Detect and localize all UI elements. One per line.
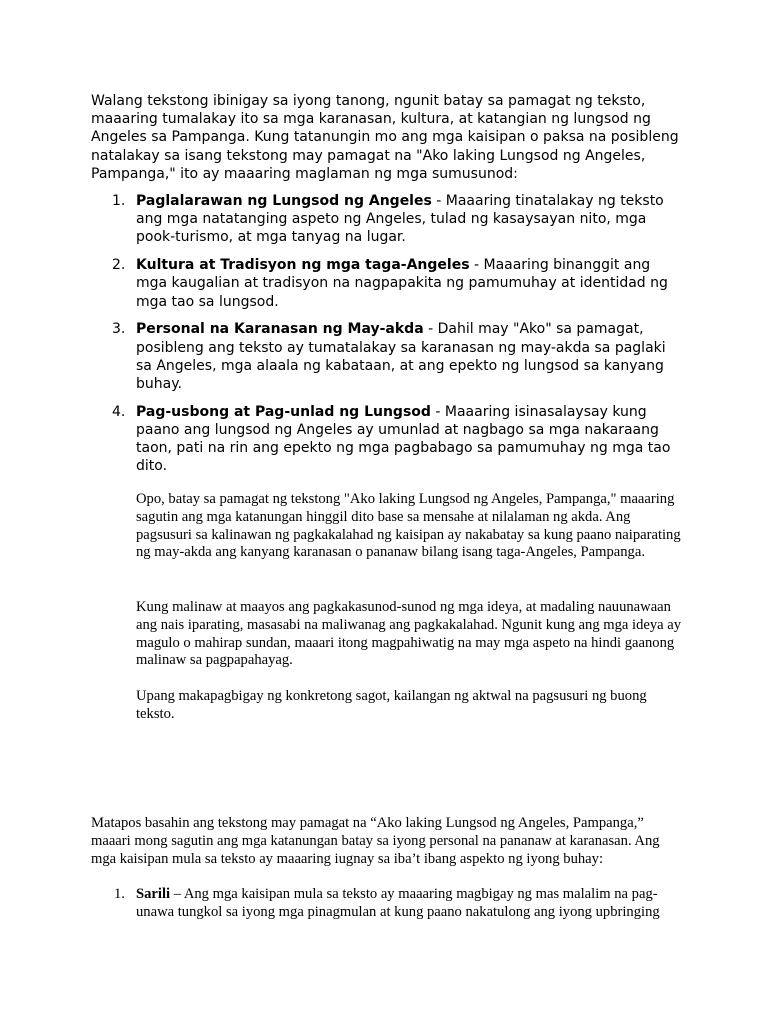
list-item-title: Pag-usbong at Pag-unlad ng Lungsod <box>136 403 431 420</box>
list-item-title: Sarili <box>136 886 171 902</box>
intro-paragraph: Walang tekstong ibinigay sa iyong tanong, ngunit batay sa pamagat ng teksto, maaaring tumalakay ito sa mga karanasan, kultura, at katangian ng lungsod ng Angeles sa Pampanga. Kung tatanungin mo ang mga kaisipan o paksa na posibleng natalakay sa isang tekstong may pamagat na "Ako laking Lungsod ng Angeles, Pampanga," ito ay maaaring maglaman ng mga sumusunod: <box>91 93 679 182</box>
list-item-title: Personal na Karanasan ng May-akda <box>136 321 424 338</box>
list-item-description: – Ang mga kaisipan mula sa teksto ay maaaring magbigay ng mas malalim na pag-unawa tungkol sa iyong mga pinagmulan at kung paano nakatulong ang iyong upbringing <box>136 886 660 920</box>
answer-paragraph: Kung malinaw at maayos ang pagkakasunod-sunod ng mga ideya, at madaling nauunawaan ang nais iparating, masasabi na maliwanag ang pagkakalahad. Ngunit kung ang mga ideya ay magulo o mahirap sundan, maaari itong magpahiwatig na may mga aspeto na hindi gaanong malinaw sa pagpapahayag. <box>136 599 682 669</box>
list-number: 1. <box>112 193 126 209</box>
list-number: 3. <box>112 321 126 338</box>
list-item-description: - Maaaring tinatalakay ng teksto ang mga natatanging aspeto ng Angeles, tulad ng kasaysayan nito, mga pook-turismo, at mga tanyag na lugar. <box>136 193 664 246</box>
list-item <box>91 886 687 922</box>
list-item <box>91 256 681 311</box>
list-number: 1. <box>114 886 125 902</box>
list-item-description: - Maaaring binanggit ang mga kaugalian at tradisyon na nagpapakita ng pamumuhay at identidad ng mga tao sa lungsod. <box>136 257 668 310</box>
topics-list <box>91 192 681 485</box>
closing-paragraph: Matapos basahin ang tekstong may pamagat na “Ako laking Lungsod ng Angeles, Pampanga,” maaari mong sagutin ang mga katanungan batay sa iyong personal na pananaw at karanasan. Ang mga kaisipan mula sa teksto ay maaaring iugnay sa iba’t ibang aspekto ng iyong buhay: <box>91 815 660 867</box>
list-item <box>91 192 681 247</box>
list-item <box>91 320 681 393</box>
list-number: 4. <box>112 403 126 420</box>
answer-paragraph: Opo, batay sa pamagat ng tekstong "Ako laking Lungsod ng Angeles, Pampanga," maaaring sagutin ang mga katanungan hinggil dito base sa mensahe at nilalaman ng akda. Ang pagsusuri sa kalinawan ng pagkakalahad ng kaisipan ay nakabatay sa kung paano naiparating ng may-akda ang kanyang karanasan o pananaw bilang isang taga-Angeles, Pampanga. <box>136 491 681 561</box>
list-number: 2. <box>112 257 126 274</box>
answer-paragraph: Upang makapagbigay ng konkretong sagot, kailangan ng aktwal na pagsusuri ng buong teksto. <box>136 688 647 722</box>
aspects-list <box>91 886 687 922</box>
list-item-title: Kultura at Tradisyon ng mga taga-Angeles <box>136 257 470 274</box>
list-item-description: - Maaaring isinasalaysay kung paano ang lungsod ng Angeles ay umunlad at nagbago sa mga nakaraang taon, pati na rin ang epekto ng mga pagbabago sa pamumuhay ng mga tao dito. <box>136 403 671 475</box>
list-item-description: - Dahil may "Ako" sa pamagat, posibleng ang teksto ay tumatalakay sa karanasan ng may-akda sa paglaki sa Angeles, mga alaala ng kabataan, at ang epekto ng lungsod sa kanyang buhay. <box>136 321 666 393</box>
list-item <box>91 403 681 476</box>
list-item-title: Paglalarawan ng Lungsod ng Angeles <box>136 193 432 209</box>
